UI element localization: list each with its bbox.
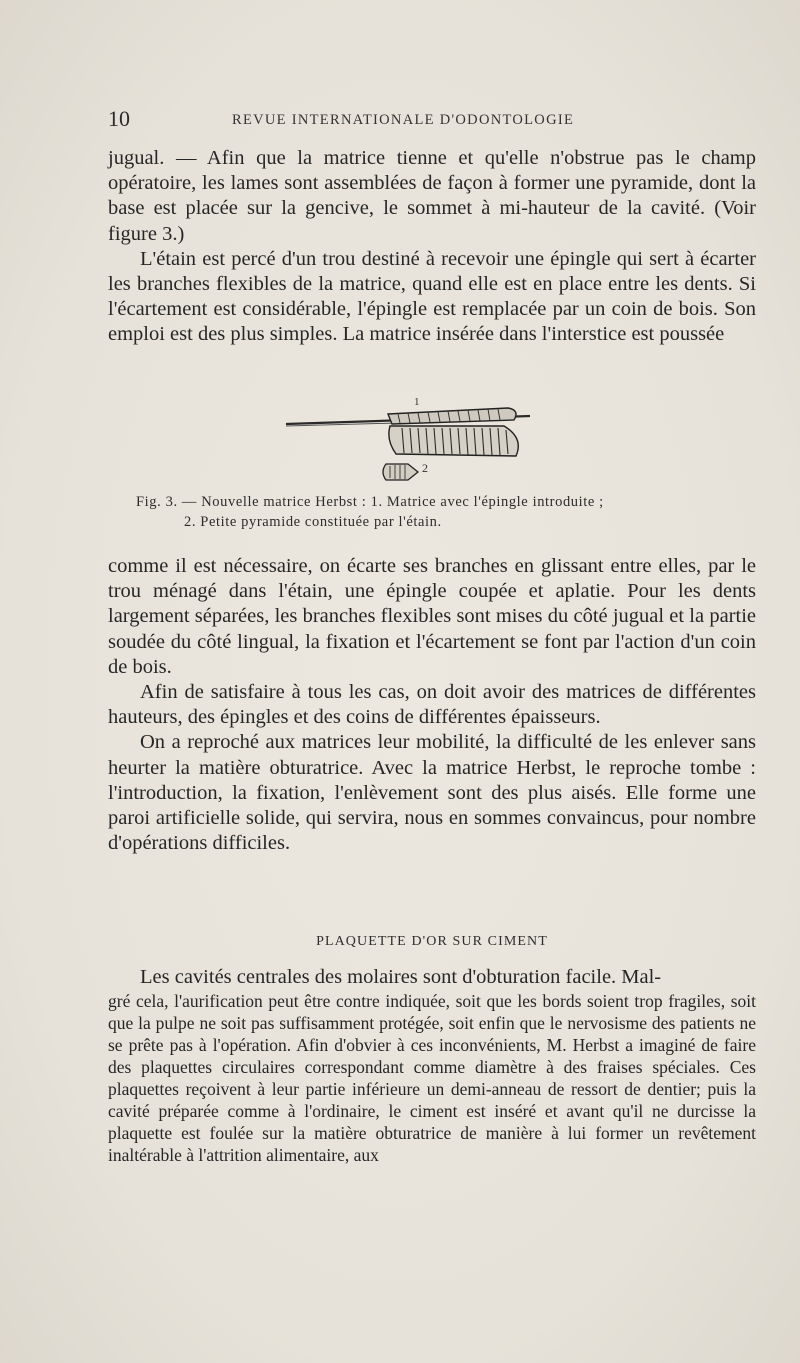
- journal-title: REVUE INTERNATIONALE D'ODONTOLOGIE: [232, 112, 575, 128]
- paragraph: On a reproché aux matrices leur mobilité, la difficulté de les enlever sans heurter la matière obturatrice. Avec la matrice Herbst, le reproche tombe : l'introduction, la fixation, l'enlèvement sont des plus aisés. Elle forme une paroi artificielle solide, qui servira, nous en sommes convaincus, pour nombre d'opérations difficiles.: [108, 731, 756, 855]
- figure-label-1: 1: [414, 396, 420, 408]
- page-number: 10: [108, 106, 130, 131]
- caption-line-1: Fig. 3. — Nouvelle matrice Herbst : 1. Matrice avec l'épingle introduite ;: [136, 494, 604, 510]
- paragraph: jugual. — Afin que la matrice tienne et qu'elle n'obstrue pas le champ opératoire, les lames sont assemblées de façon à former une pyramide, dont la base est placée sur la gencive, le sommet à mi-hauteur de la cavité. (Voir figure 3.): [108, 147, 756, 245]
- matrix-engraving: [268, 392, 548, 492]
- body-text-bottom: [108, 965, 756, 1166]
- paragraph: Afin de satisfaire à tous les cas, on doit avoir des matrices de différentes hauteurs, des épingles et des coins de différentes épaisseurs.: [108, 681, 756, 729]
- body-text-top: [108, 146, 756, 348]
- figure-label-2: 2: [422, 461, 428, 475]
- running-header: [108, 106, 738, 136]
- paragraph: L'étain est percé d'un trou destiné à recevoir une épingle qui sert à écarter les branches flexibles de la matrice, quand elle est en place entre les dents. Si l'écartement est considérable, l'épingle est remplacée par un coin de bois. Son emploi est des plus simples. La matrice insérée dans l'interstice est poussée: [108, 247, 756, 346]
- figure-matrix-illustration: [268, 392, 548, 492]
- caption-line-2: 2. Petite pyramide constituée par l'étain.: [184, 514, 442, 530]
- section-heading: PLAQUETTE D'OR SUR CIMENT: [316, 934, 548, 949]
- paragraph: comme il est nécessaire, on écarte ses branches en glissant entre elles, par le trou ménagé dans l'étain, une épingle coupée et aplatie. Pour les dents largement séparées, les branches flexibles sont mises du côté jugual et la partie soudée du côté lingual, la fixation et l'écartement se font par l'action d'un coin de bois.: [108, 555, 756, 678]
- figure-caption: [136, 492, 776, 532]
- body-text-middle: [108, 554, 756, 856]
- paragraph-first-line: Les cavités centrales des molaires sont d'obturation facile. Mal-: [140, 966, 662, 988]
- paragraph: gré cela, l'aurification peut être contre indiquée, soit que les bords soient trop fragiles, soit que la pulpe ne soit pas suffisamment protégée, soit enfin que le nervosisme des patients ne se prête pas à l'opération. Afin d'obvier à ces inconvénients, M. Herbst a imaginé de faire des plaquettes circulaires correspondant comme diamètre à des fraises spéciales. Ces plaquettes reçoivent à leur partie inférieure un demi-anneau de ressort de dentier; puis la cavité préparée comme à l'ordinaire, le ciment est inséré et avant qu'il ne durcisse la plaquette est foulée sur la matière obturatrice de manière à lui former un revêtement inaltérable à l'attrition alimentaire, aux: [108, 991, 756, 1166]
